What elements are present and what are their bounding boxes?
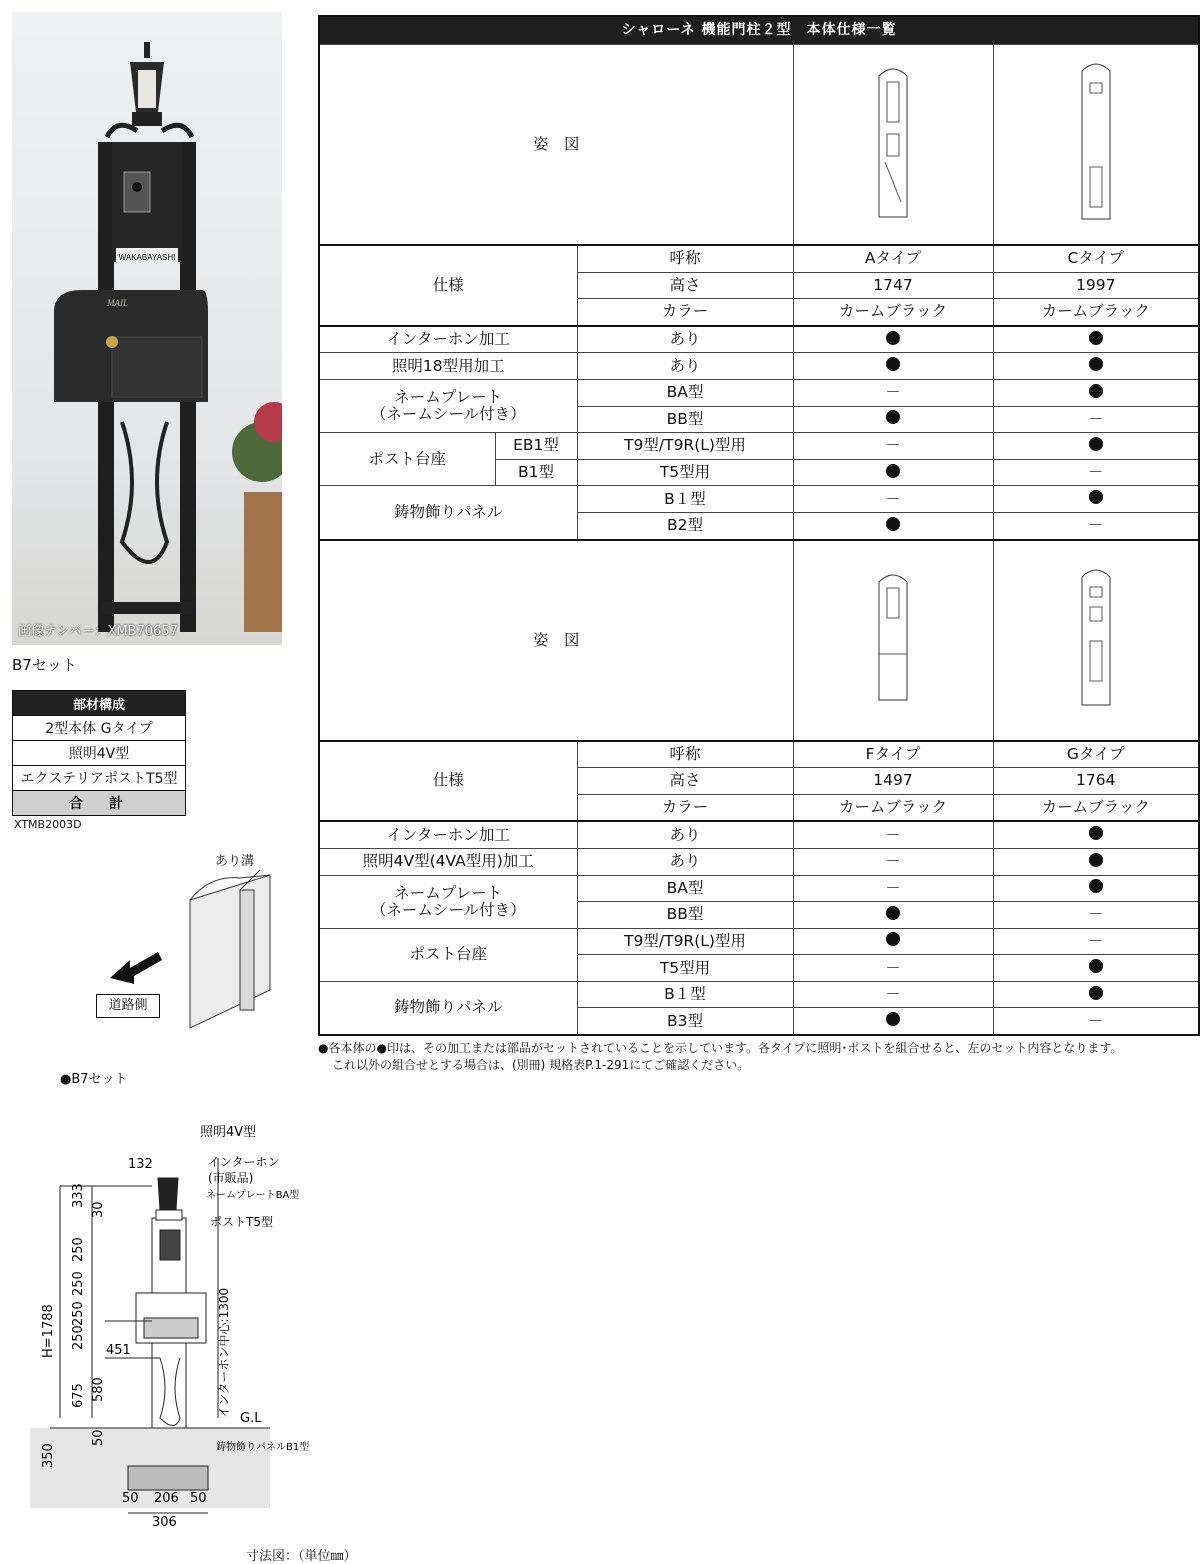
mark-cell (993, 326, 1199, 353)
mark-cell: － (993, 406, 1199, 433)
mark-cell (793, 512, 993, 539)
dim-intercom-sub: (市販品) (208, 1171, 254, 1185)
figure-a (793, 45, 993, 246)
footnote-line: これ以外の組合せとする場合は、(別冊) 規格表P.1-291にてご確認ください。 (332, 1058, 750, 1072)
filled-dot-icon (1089, 331, 1103, 345)
color-value: カームブラック (993, 299, 1199, 326)
photo-caption: 画像ナンバー：XMB70657 (18, 624, 178, 639)
footnote (318, 1040, 1198, 1074)
head-height: 高さ (577, 272, 793, 299)
head-color: カラー (577, 794, 793, 821)
row-option: B１型 (577, 981, 793, 1008)
filled-dot-icon (886, 906, 900, 920)
row-option: あり (577, 848, 793, 875)
parts-total: 合 計 (13, 791, 186, 816)
dim-intercom-label: インターホン (208, 1155, 280, 1169)
row-label: ポスト台座 (319, 928, 577, 981)
mark-cell (793, 1008, 993, 1035)
mark-cell (793, 928, 993, 955)
mark-cell: － (993, 902, 1199, 929)
filled-dot-icon (1089, 437, 1103, 451)
fig-label: 姿 図 (319, 45, 793, 246)
filled-dot-icon (1089, 826, 1103, 840)
set-label: B7セット (12, 656, 77, 674)
filled-dot-icon (886, 410, 900, 424)
spec-label: 仕様 (319, 741, 577, 822)
filled-dot-icon (886, 464, 900, 478)
spec-table (318, 15, 1200, 1036)
parts-item: 照明4V型 (13, 741, 186, 766)
height-value: 1747 (793, 272, 993, 299)
mark-cell (993, 955, 1199, 982)
spec-title: シャローネ 機能門柱２型 本体仕様一覧 (319, 16, 1199, 45)
mark-cell (993, 848, 1199, 875)
filled-dot-icon (1089, 853, 1103, 867)
row-sub: EB1型 (495, 433, 577, 460)
filled-dot-icon (886, 932, 900, 946)
type-name: Fタイプ (793, 741, 993, 768)
row-label: インターホン加工 (319, 821, 577, 848)
row-option: BB型 (577, 902, 793, 929)
filled-dot-icon (886, 357, 900, 371)
head-name: 呼称 (577, 741, 793, 768)
dim-b306: 306 (152, 1515, 177, 1530)
row-option: T9型/T9R(L)型用 (577, 928, 793, 955)
color-value: カームブラック (793, 794, 993, 821)
product-photo (12, 12, 282, 645)
fig-label: 姿 図 (319, 540, 793, 741)
parts-table (12, 690, 186, 816)
mark-cell (793, 326, 993, 353)
mark-cell: － (793, 821, 993, 848)
gate-pillar-illustration (12, 12, 282, 645)
dim-h: H=1788 (41, 1304, 56, 1358)
dim-350: 350 (41, 1443, 56, 1468)
arrow-icon (110, 952, 162, 984)
parts-item: エクステリアポストT5型 (13, 766, 186, 791)
row-label: ポスト台座 (319, 433, 495, 486)
mark-cell (993, 433, 1199, 460)
filled-dot-icon (886, 1012, 900, 1026)
mark-cell (793, 459, 993, 486)
mark-cell: － (793, 848, 993, 875)
dim-nameplate-label: ネームプレートBA型 (206, 1190, 300, 1201)
dim-333: 333 (71, 1183, 86, 1208)
mark-cell: － (793, 875, 993, 902)
dim-250b: 250 (71, 1271, 86, 1296)
row-label: 照明4V型(4VA型用)加工 (319, 848, 577, 875)
parts-code: XTMB2003D (14, 818, 82, 831)
height-value: 1997 (993, 272, 1199, 299)
dim-light-label: 照明4V型 (200, 1125, 257, 1140)
dim-451: 451 (106, 1343, 131, 1358)
dim-intercom-center: インターホン中心:1300 (217, 1287, 231, 1418)
dim-post-label: ポストT5型 (210, 1215, 273, 1229)
figure-f (793, 540, 993, 741)
groove-label: あり溝 (215, 854, 255, 869)
mark-cell (993, 821, 1199, 848)
dim-250a: 250 (71, 1237, 86, 1262)
filled-dot-icon (1089, 986, 1103, 1000)
row-option: T5型用 (577, 955, 793, 982)
figure-c (993, 45, 1199, 246)
mark-cell (793, 902, 993, 929)
mark-cell (993, 875, 1199, 902)
height-value: 1497 (793, 768, 993, 795)
filled-dot-icon (1089, 384, 1103, 398)
row-option: B１型 (577, 486, 793, 513)
dim-50: 50 (91, 1429, 106, 1446)
row-option: あり (577, 821, 793, 848)
dim-30: 30 (91, 1201, 106, 1218)
mark-cell (993, 379, 1199, 406)
filled-dot-icon (886, 517, 900, 531)
dim-panel-label: 鋳物飾りパネルB1型 (216, 1442, 310, 1453)
head-name: 呼称 (577, 245, 793, 272)
mark-cell: － (993, 459, 1199, 486)
row-option: BB型 (577, 406, 793, 433)
row-option: あり (577, 353, 793, 380)
mark-cell: － (793, 981, 993, 1008)
row-option: BA型 (577, 379, 793, 406)
head-height: 高さ (577, 768, 793, 795)
filled-dot-icon (1089, 959, 1103, 973)
mark-cell: － (993, 512, 1199, 539)
mark-cell: － (793, 379, 993, 406)
mark-cell: － (793, 486, 993, 513)
dim-b50b: 50 (190, 1491, 207, 1506)
mark-cell: － (793, 433, 993, 460)
pillar-drawing-icon (1076, 563, 1116, 713)
dim-b206: 206 (154, 1491, 179, 1506)
filled-dot-icon (1089, 879, 1103, 893)
dim-b50a: 50 (122, 1491, 139, 1506)
mark-cell (993, 981, 1199, 1008)
footnote-line: ●各本体の●印は、その加工または部品がセットされていることを示しています。各タイプに照明･ポストを組合せると、左のセット内容となります。 (318, 1041, 1123, 1055)
row-label: 鋳物飾りパネル (319, 486, 577, 540)
row-option: B2型 (577, 512, 793, 539)
dimension-caption: 寸法図：（単位㎜） (246, 1549, 357, 1564)
mark-cell: － (793, 955, 993, 982)
row-label: ネームプレート （ネームシール付き） (319, 875, 577, 928)
height-value: 1764 (993, 768, 1199, 795)
row-option: あり (577, 326, 793, 353)
parts-item: 2型本体 Gタイプ (13, 716, 186, 741)
row-label: ネームプレート （ネームシール付き） (319, 379, 577, 432)
color-value: カームブラック (993, 794, 1199, 821)
mark-cell (793, 353, 993, 380)
dim-580: 580 (91, 1377, 106, 1402)
dimension-drawing (30, 1118, 320, 1538)
road-side-label: 道路側 (96, 994, 160, 1018)
row-option: B3型 (577, 1008, 793, 1035)
row-option: T9型/T9R(L)型用 (577, 433, 793, 460)
pillar-drawing-icon (873, 62, 913, 222)
figure-g (993, 540, 1199, 741)
type-name: Aタイプ (793, 245, 993, 272)
spec-label: 仕様 (319, 245, 577, 326)
color-value: カームブラック (793, 299, 993, 326)
row-option: BA型 (577, 875, 793, 902)
row-sub: B1型 (495, 459, 577, 486)
type-name: Gタイプ (993, 741, 1199, 768)
row-label: インターホン加工 (319, 326, 577, 353)
dim-250c: 250 (71, 1301, 86, 1326)
dim-250d: 250 (71, 1325, 86, 1350)
pillar-drawing-icon (1076, 57, 1116, 227)
mark-cell: － (993, 928, 1199, 955)
mailbox-text: MAIL (107, 298, 128, 308)
mark-cell (793, 406, 993, 433)
row-option: T5型用 (577, 459, 793, 486)
head-color: カラー (577, 299, 793, 326)
mark-cell (993, 486, 1199, 513)
pillar-drawing-icon (873, 568, 913, 708)
dim-gl: G.L (240, 1411, 262, 1426)
type-name: Cタイプ (993, 245, 1199, 272)
parts-header: 部材構成 (13, 691, 186, 716)
filled-dot-icon (1089, 357, 1103, 371)
row-label: 鋳物飾りパネル (319, 981, 577, 1035)
dimension-title: ●B7セット (60, 1072, 128, 1087)
filled-dot-icon (886, 331, 900, 345)
dim-675: 675 (71, 1383, 86, 1408)
mark-cell (993, 353, 1199, 380)
dim-top-width: 132 (128, 1157, 153, 1172)
filled-dot-icon (1089, 490, 1103, 504)
mark-cell: － (993, 1008, 1199, 1035)
name-plate-text: WAKABAYASHI (118, 253, 176, 262)
row-label: 照明18型用加工 (319, 353, 577, 380)
